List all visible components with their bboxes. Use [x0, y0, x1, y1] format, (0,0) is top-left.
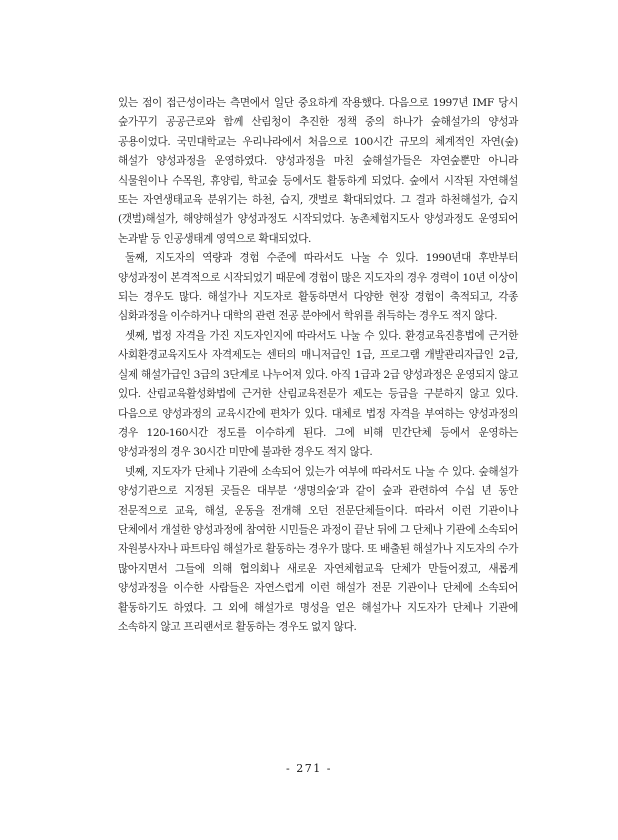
body-text — [118, 94, 518, 637]
paragraph-1: 있는 점이 접근성이라는 측면에서 일단 중요하게 작용했다. 다음으로 1997년 IMF 당시 숲가꾸기 공공근로와 함께 산림청이 추진한 정책 중의 하나가 숲해설가의 양성과 공용이었다. 국민대학교는 우리나라에서 처음으로 100시간 규모의 체계적인 자연(숲)해설가 양성과정을 운영하였다. 양성과정을 마친 숲해설가들은 자연숲뿐만 아니라 식물원이나 수목원, 휴양림, 학교숲 등에서도 활동하게 되었다. 숲에서 시작된 자연해설 또는 자연생태교육 분위기는 하천, 습지, 갯벌로 확대되었다. 그 결과 하천해설가, 습지(갯벌)해설가, 해양해설가 양성과정도 시작되었다. 농촌체험지도사 양성과정도 운영되어 논과밭 등 인공생태계 영역으로 확대되었다. — [118, 97, 518, 245]
page-number: - 271 - — [286, 762, 332, 775]
paragraph-4: 넷째, 지도자가 단체나 기관에 소속되어 있는가 여부에 따라서도 나눌 수 있다. 숲해설가 양성기관으로 지정된 곳들은 대부분 ‘생명의숲’과 같이 숲과 관련하여 수십 년 동안 전문적으로 교육, 해설, 운동을 전개해 오던 전문단체들이다. 따라서 이런 기관이나 단체에서 개설한 양성과정에 참여한 시민들은 과정이 끝난 뒤에 그 단체나 기관에 소속되어 자원봉사자나 파트타임 해설가로 활동하는 경우가 많다. 또 배출된 해설가나 지도자의 수가 많아지면서 그들에 의해 협의회나 새로운 자연체험교육 단체가 만들어졌고, 새롭게 양성과정을 이수한 사람들은 자연스럽게 이런 해설가 전문 기관이나 단체에 소속되어 활동하기도 하였다. 그 외에 해설가로 명성을 얻은 해설가나 지도자가 단체나 기관에 소속하지 않고 프리랜서로 활동하는 경우도 없지 않다. — [118, 465, 518, 633]
paragraph-2: 둘째, 지도자의 역량과 경험 수준에 따라서도 나눌 수 있다. 1990년대 후반부터 양성과정이 본격적으로 시작되었기 때문에 경험이 많은 지도자의 경우 경력이 10년 이상이 되는 경우도 많다. 해설가나 지도자로 활동하면서 다양한 현장 경험이 축적되고, 각종 심화과정을 이수하거나 대학의 관련 전공 분야에서 학위를 취득하는 경우도 적지 않다. — [118, 252, 518, 323]
paragraph-3: 셋째, 법정 자격을 가진 지도자인지에 따라서도 나눌 수 있다. 환경교육진흥법에 근거한 사회환경교육지도사 자격제도는 센터의 매니저급인 1급, 프로그램 개발관리자급인 2급, 실제 해설가급인 3급의 3단계로 나누어져 있다. 아직 1급과 2급 양성과정은 운영되지 않고 있다. 산림교육활성화법에 근거한 산림교육전문가 제도는 등급을 구분하지 않고 있다. 다음으로 양성과정의 교육시간에 편차가 있다. 대체로 법정 자격을 부여하는 양성과정의 경우 120-160시간 정도를 이수하게 된다. 그에 비해 민간단체 등에서 운영하는 양성과정의 경우 30시간 미만에 불과한 경우도 적지 않다. — [118, 329, 518, 459]
